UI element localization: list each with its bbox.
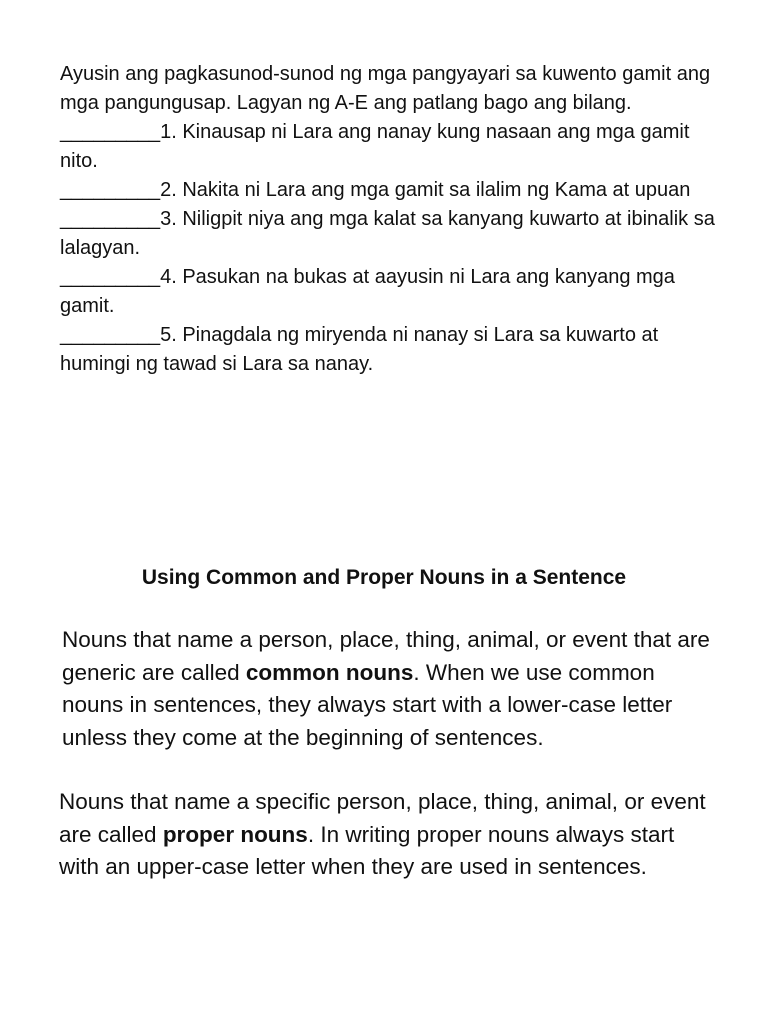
paragraph-text: . When we use common nouns in sentences, they always start with a lower-case letter unless they come at the beginning of sentences.	[62, 659, 673, 750]
activity-item-3	[60, 205, 720, 263]
activity-item-4	[60, 263, 720, 321]
activity-item-text: 1. Kinausap ni Lara ang nanay kung nasaan ang mga gamit nito.	[60, 121, 690, 172]
paragraph-text: . In writing proper nouns always start with an upper-case letter when they are used in sentences.	[59, 821, 675, 879]
activity-section	[60, 60, 720, 379]
activity-item-5	[60, 321, 720, 379]
activity-item-1	[60, 118, 720, 176]
proper-nouns-paragraph	[59, 786, 719, 884]
activity-item-text: 2. Nakita ni Lara ang mga gamit sa ilalim ng Kama at upuan	[160, 179, 691, 201]
term-common-nouns: common nouns	[245, 659, 414, 685]
answer-blank[interactable]: _________	[60, 208, 161, 230]
answer-blank[interactable]: _________	[60, 121, 161, 143]
activity-item-text: 4. Pasukan na bukas at aayusin ni Lara ang kanyang mga gamit.	[60, 266, 675, 317]
paragraph-text: Nouns that name a specific person, place, thing, animal, or event are called	[59, 789, 706, 847]
paragraph-text: Nouns that name a person, place, thing, animal, or event that are generic are called	[62, 627, 710, 685]
answer-blank[interactable]: _________	[60, 266, 161, 288]
answer-blank[interactable]: _________	[60, 324, 161, 346]
activity-item-text: 3. Niligpit niya ang mga kalat sa kanyang kuwarto at ibinalik sa lalagyan.	[60, 208, 715, 259]
activity-item-text: 5. Pinagdala ng miryenda ni nanay si Lara sa kuwarto at humingi ng tawad si Lara sa nanay.	[60, 324, 659, 375]
activity-instructions: Ayusin ang pagkasunod-sunod ng mga pangyayari sa kuwento gamit ang mga pangungusap. Lagyan ng A-E ang patlang bago ang bilang.	[60, 63, 711, 114]
common-nouns-paragraph	[59, 624, 719, 754]
activity-item-2	[60, 176, 720, 205]
term-proper-nouns: proper nouns	[162, 821, 308, 847]
page-corner-mark	[670, 1015, 710, 1021]
lesson-body	[59, 624, 719, 884]
section-title: Using Common and Proper Nouns in a Sentence	[141, 566, 627, 589]
answer-blank[interactable]: _________	[60, 179, 161, 201]
